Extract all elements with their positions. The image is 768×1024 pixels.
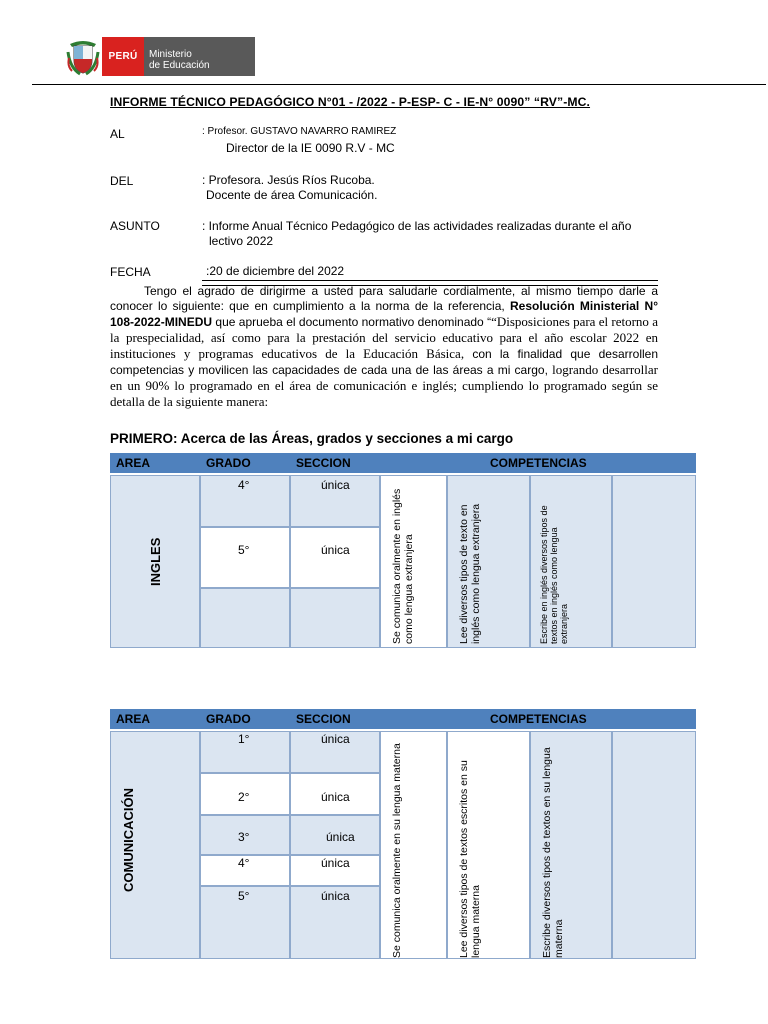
section-title: PRIMERO: Acerca de las Áreas, grados y secciones a mi cargo <box>110 431 514 446</box>
table-row <box>200 815 290 855</box>
al-label: AL <box>110 127 125 141</box>
paragraph-quote: “Disposiciones para el retorno a la prespecialidad, así como para la prestación del servicio educativo para el año escolar 2022 en instituciones y programas educativos de la Educación Básica, <box>110 314 658 361</box>
grado-cell: 1° <box>238 732 250 746</box>
grado-cell: 5° <box>238 543 250 557</box>
seccion-cell: única <box>321 732 350 746</box>
coat-of-arms-icon <box>66 38 100 76</box>
asunto-value-line2: lectivo 2022 <box>209 234 274 248</box>
header-seccion: SECCION <box>296 712 351 726</box>
table-row <box>200 475 290 527</box>
grado-cell: 4° <box>238 478 250 492</box>
report-title: INFORME TÉCNICO PEDAGÓGICO N°01 - /2022 - P-ESP- C - IE-N° 0090” “RV”-MC. <box>110 95 591 109</box>
del-value-line2: Docente de área Comunicación. <box>206 188 378 202</box>
header-divider <box>32 84 766 85</box>
peru-logo-block: PERÚ <box>102 37 144 76</box>
empty-cell <box>612 731 696 959</box>
paragraph-closing: logrando desarrollar en un 90% lo programado en el área de comunicación e inglés; cumpliendo lo programado según se detalla de la siguiente manera: <box>110 362 658 409</box>
ministry-line1: Ministerio <box>149 49 192 60</box>
competencia-text: Se comunica oralmente en inglés como lengua extranjera <box>391 488 415 644</box>
competencia-cell <box>380 731 447 959</box>
table-row <box>290 855 380 886</box>
del-value-line1: : Profesora. Jesús Ríos Rucoba. <box>202 173 375 187</box>
header-seccion: SECCION <box>296 456 351 470</box>
header-area: AREA <box>116 712 151 726</box>
asunto-value-line1: : Informe Anual Técnico Pedagógico de las actividades realizadas durante el año <box>202 219 632 233</box>
competencia-cell <box>380 475 447 648</box>
competencia-text: Lee diversos tipos de textos escritos en su lengua materna <box>458 760 482 958</box>
table-row <box>200 527 290 588</box>
paragraph-part2: que aprueba el documento normativo denominado “ <box>212 315 492 329</box>
paragraph-part1: Tengo el agrado de dirigirme a usted para saludarle cordialmente, al mismo tiempo darle a conocer lo siguiente: que en cumplimiento a la norma de la referencia, <box>110 284 658 313</box>
area-label: COMUNICACIÓN <box>121 788 136 892</box>
competencia-text: Escribe en inglés diversos tipos de textos en inglés como lengua extranjera <box>539 505 569 644</box>
table-header <box>110 453 696 473</box>
al-value-line1: : Profesor. GUSTAVO NAVARRO RAMIREZ <box>202 126 397 137</box>
ministry-logo-block <box>144 37 255 76</box>
table-row <box>290 886 380 959</box>
grado-cell: 3° <box>238 830 250 844</box>
table-row <box>290 731 380 773</box>
competencia-cell <box>530 475 612 648</box>
competencia-text: Lee diversos tipos de texto en inglés como lengua extranjera <box>458 503 482 644</box>
competencia-text: Se comunica oralmente en su lengua materna <box>391 743 403 958</box>
header-competencias: COMPETENCIAS <box>490 456 587 470</box>
table-row <box>290 773 380 815</box>
area-label: INGLES <box>148 537 163 586</box>
table-row <box>290 815 380 855</box>
empty-cell <box>200 588 290 648</box>
table-row <box>200 886 290 959</box>
empty-cell <box>612 475 696 648</box>
header-competencias: COMPETENCIAS <box>490 712 587 726</box>
seccion-cell: única <box>321 543 350 557</box>
grado-cell: 4° <box>238 856 250 870</box>
seccion-cell: única <box>321 889 350 903</box>
del-label: DEL <box>110 174 134 188</box>
asunto-label: ASUNTO <box>110 219 160 233</box>
table-header <box>110 709 696 729</box>
competencia-cell <box>447 731 530 959</box>
table-row <box>290 475 380 527</box>
seccion-cell: única <box>321 790 350 804</box>
ingles-table <box>110 453 696 648</box>
competencia-text: Escribe diversos tipos de textos en su lengua materna <box>541 747 565 958</box>
grado-cell: 5° <box>238 889 250 903</box>
table-row <box>200 773 290 815</box>
header-area: AREA <box>116 456 151 470</box>
fecha-value: :20 de diciembre del 2022 <box>206 264 345 278</box>
body-paragraph <box>110 284 658 410</box>
paragraph-part3: con la finalidad que desarrollen competencias y movilicen las capacidades de cada una de las áreas a mi cargo, <box>110 347 658 377</box>
area-cell <box>110 731 200 959</box>
table-row <box>290 527 380 588</box>
grado-cell: 2° <box>238 790 250 804</box>
paragraph-resolution: Resolución Ministerial N° 108-2022-MINEDU <box>110 299 658 329</box>
seccion-cell: única <box>321 478 350 492</box>
table-row <box>200 731 290 773</box>
competencia-cell <box>447 475 530 648</box>
empty-cell <box>290 588 380 648</box>
fecha-label: FECHA <box>110 265 151 279</box>
seccion-cell: única <box>321 856 350 870</box>
header-grado: GRADO <box>206 712 251 726</box>
seccion-cell: única <box>326 830 355 844</box>
header-grado: GRADO <box>206 456 251 470</box>
ministry-line2: de Educación <box>149 60 210 71</box>
competencia-cell <box>530 731 612 959</box>
table-row <box>200 855 290 886</box>
area-cell <box>110 475 200 648</box>
comunicacion-table <box>110 709 696 959</box>
al-value-line2: Director de la IE 0090 R.V - MC <box>226 141 395 155</box>
